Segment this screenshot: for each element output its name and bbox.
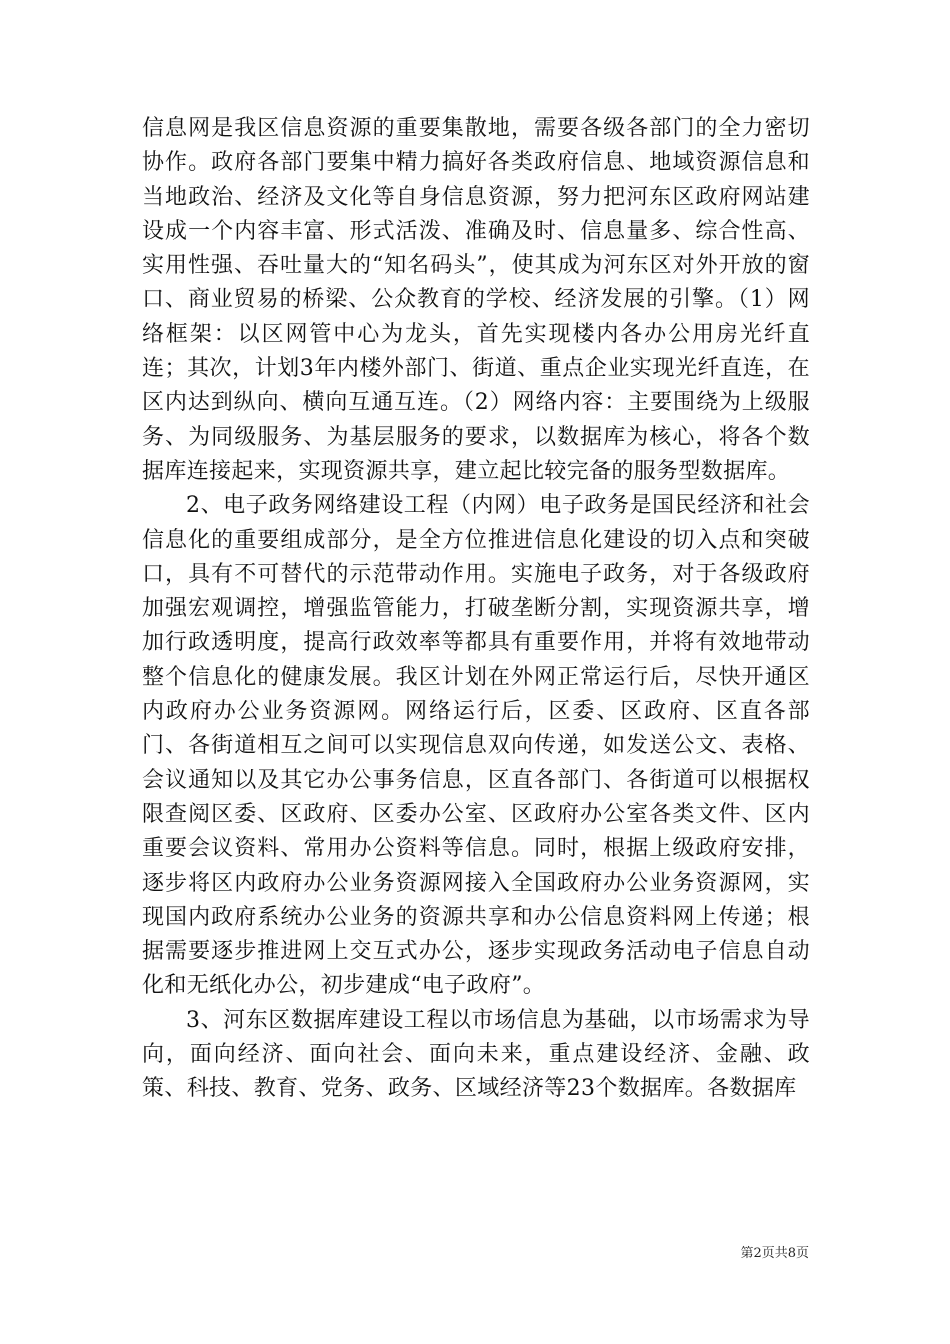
paragraph-3: 3、河东区数据库建设工程以市场信息为基础，以市场需求为导向，面向经济、面向社会、面向未来，重点建设经济、金融、政策、科技、教育、党务、政务、区域经济等23个数据库。各数据库 — [142, 1007, 810, 1102]
page-number: 第2页共8页 — [740, 1246, 809, 1261]
paragraph-1: 信息网是我区信息资源的重要集散地，需要各级各部门的全力密切协作。政府各部门要集中精力搞好各类政府信息、地域资源信息和当地政治、经济及文化等自身信息资源，努力把河东区政府网站建设成一个内容丰富、形式活泼、准确及时、信息量多、综合性高、实用性强、吞吐量大的“知名码头”，使其成为河东区对外开放的窗口、商业贸易的桥梁、公众教育的学校、经济发展的引擎。（1）网络框架：以区网管中心为龙头，首先实现楼内各办公用房光纤直连；其次，计划3年内楼外部门、街道、重点企业实现光纤直连，在区内达到纵向、横向互通互连。（2）网络内容：主要围绕为上级服务、为同级服务、为基层服务的要求，以数据库为核心，将各个数据库连接起来，实现资源共享，建立起比较完备的服务型数据库。 — [142, 116, 810, 484]
document-body — [142, 112, 810, 1107]
paragraph-2: 2、电子政务网络建设工程（内网）电子政务是国民经济和社会信息化的重要组成部分，是全方位推进信息化建设的切入点和突破口，具有不可替代的示范带动作用。实施电子政务，对于各级政府加强宏观调控，增强监管能力，打破垄断分割，实现资源共享，增加行政透明度，提高行政效率等都具有重要作用，并将有效地带动整个信息化的健康发展。我区计划在外网正常运行后，尽快开通区内政府办公业务资源网。网络运行后，区委、区政府、区直各部门、各街道相互之间可以实现信息双向传递，如发送公文、表格、会议通知以及其它办公事务信息，区直各部门、各街道可以根据权限查阅区委、区政府、区委办公室、区政府办公室各类文件、区内重要会议资料、常用办公资料等信息。同时，根据上级政府安排，逐步将区内政府办公业务资源网接入全国政府办公业务资源网，实现国内政府系统办公业务的资源共享和办公信息资料网上传递；根据需要逐步推进网上交互式办公，逐步实现政务活动电子信息自动化和无纸化办公，初步建成“电子政府”。 — [142, 493, 810, 999]
